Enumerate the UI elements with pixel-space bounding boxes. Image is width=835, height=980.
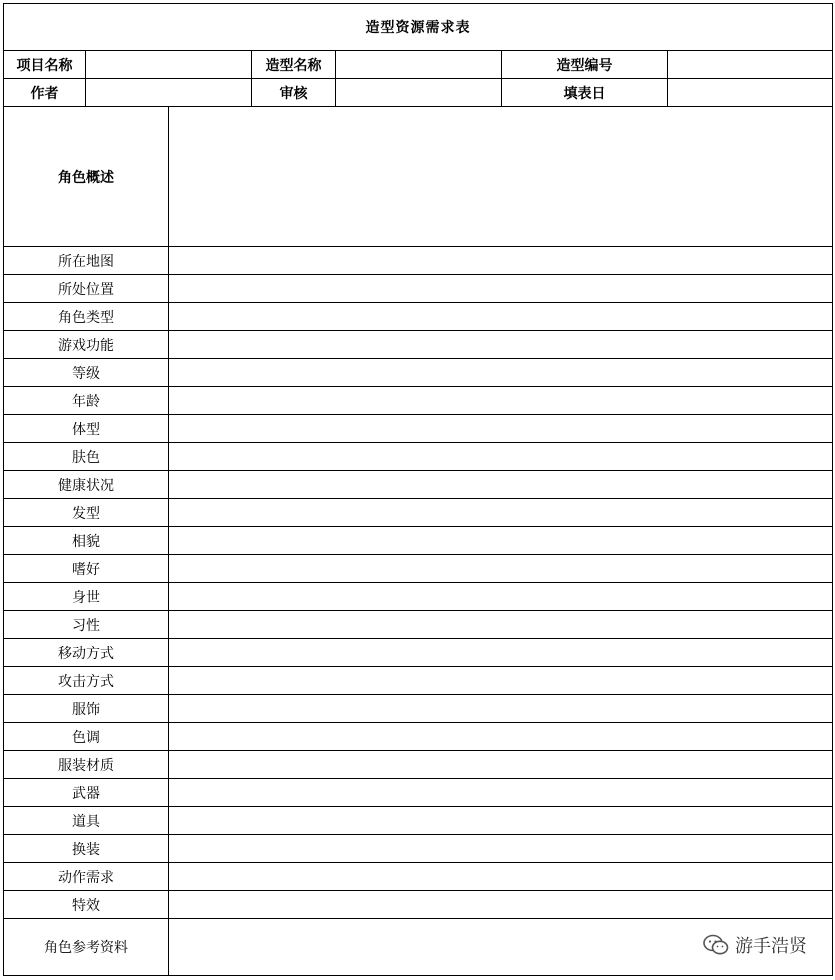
- attribute-value-field[interactable]: [169, 443, 833, 471]
- description-label: 角色概述: [4, 107, 169, 247]
- attribute-label: 相貌: [4, 527, 169, 555]
- wechat-icon: [703, 934, 729, 956]
- attribute-label: 习性: [4, 611, 169, 639]
- review-label: 审核: [252, 79, 336, 107]
- attribute-row: [4, 499, 833, 527]
- model-id-label: 造型编号: [502, 51, 668, 79]
- attribute-row: [4, 415, 833, 443]
- attribute-value-field[interactable]: [169, 695, 833, 723]
- attribute-value-field[interactable]: [169, 303, 833, 331]
- attribute-row: [4, 835, 833, 863]
- attribute-value-field[interactable]: [169, 639, 833, 667]
- project-name-label: 项目名称: [4, 51, 86, 79]
- watermark: [703, 932, 807, 958]
- attribute-value-field[interactable]: [169, 807, 833, 835]
- attribute-row: [4, 891, 833, 919]
- attribute-label: 服装材质: [4, 751, 169, 779]
- attribute-label: 移动方式: [4, 639, 169, 667]
- header-row-2: [4, 79, 833, 107]
- review-field[interactable]: [336, 79, 502, 107]
- attribute-label: 色调: [4, 723, 169, 751]
- attribute-label: 角色类型: [4, 303, 169, 331]
- model-id-field[interactable]: [668, 51, 833, 79]
- attribute-value-field[interactable]: [169, 583, 833, 611]
- reference-label: 角色参考资料: [4, 919, 169, 976]
- attribute-row: [4, 807, 833, 835]
- author-field[interactable]: [86, 79, 252, 107]
- attribute-value-field[interactable]: [169, 779, 833, 807]
- attribute-label: 攻击方式: [4, 667, 169, 695]
- attribute-value-field[interactable]: [169, 247, 833, 275]
- attribute-value-field[interactable]: [169, 359, 833, 387]
- attribute-label: 等级: [4, 359, 169, 387]
- attribute-row: [4, 331, 833, 359]
- attribute-row: [4, 695, 833, 723]
- attribute-row: [4, 387, 833, 415]
- attribute-value-field[interactable]: [169, 275, 833, 303]
- attribute-label: 动作需求: [4, 863, 169, 891]
- attribute-label: 游戏功能: [4, 331, 169, 359]
- attribute-label: 体型: [4, 415, 169, 443]
- attribute-value-field[interactable]: [169, 387, 833, 415]
- attribute-value-field[interactable]: [169, 891, 833, 919]
- description-row: [4, 107, 833, 247]
- attribute-row: [4, 359, 833, 387]
- attribute-row: [4, 471, 833, 499]
- attribute-value-field[interactable]: [169, 863, 833, 891]
- attribute-row: [4, 275, 833, 303]
- header-row-1: [4, 51, 833, 79]
- watermark-text: 游手浩贤: [735, 936, 807, 957]
- attribute-rows: [4, 247, 833, 919]
- attribute-label: 武器: [4, 779, 169, 807]
- attribute-label: 服饰: [4, 695, 169, 723]
- attribute-row: [4, 639, 833, 667]
- description-field[interactable]: [169, 107, 833, 247]
- form-title: 造型资源需求表: [4, 4, 833, 51]
- attribute-value-field[interactable]: [169, 723, 833, 751]
- fill-date-field[interactable]: [668, 79, 833, 107]
- attribute-row: [4, 247, 833, 275]
- attribute-row: [4, 527, 833, 555]
- attribute-value-field[interactable]: [169, 471, 833, 499]
- attribute-label: 特效: [4, 891, 169, 919]
- attribute-label: 肤色: [4, 443, 169, 471]
- attribute-row: [4, 779, 833, 807]
- attribute-label: 身世: [4, 583, 169, 611]
- attribute-label: 嗜好: [4, 555, 169, 583]
- attribute-row: [4, 611, 833, 639]
- attribute-value-field[interactable]: [169, 527, 833, 555]
- attribute-label: 年龄: [4, 387, 169, 415]
- attribute-value-field[interactable]: [169, 667, 833, 695]
- attribute-row: [4, 751, 833, 779]
- fill-date-label: 填表日: [502, 79, 668, 107]
- model-name-field[interactable]: [336, 51, 502, 79]
- attribute-label: 道具: [4, 807, 169, 835]
- attribute-value-field[interactable]: [169, 331, 833, 359]
- attribute-label: 所在地图: [4, 247, 169, 275]
- attribute-value-field[interactable]: [169, 751, 833, 779]
- author-label: 作者: [4, 79, 86, 107]
- attribute-row: [4, 583, 833, 611]
- attribute-label: 所处位置: [4, 275, 169, 303]
- attribute-value-field[interactable]: [169, 555, 833, 583]
- attribute-value-field[interactable]: [169, 835, 833, 863]
- attribute-value-field[interactable]: [169, 611, 833, 639]
- attribute-value-field[interactable]: [169, 415, 833, 443]
- attribute-label: 换装: [4, 835, 169, 863]
- attribute-row: [4, 303, 833, 331]
- resource-requirement-form: [3, 3, 833, 976]
- project-name-field[interactable]: [86, 51, 252, 79]
- attribute-label: 发型: [4, 499, 169, 527]
- attribute-row: [4, 863, 833, 891]
- attribute-row: [4, 723, 833, 751]
- attribute-row: [4, 443, 833, 471]
- attribute-value-field[interactable]: [169, 499, 833, 527]
- attribute-label: 健康状况: [4, 471, 169, 499]
- attribute-row: [4, 667, 833, 695]
- attribute-row: [4, 555, 833, 583]
- model-name-label: 造型名称: [252, 51, 336, 79]
